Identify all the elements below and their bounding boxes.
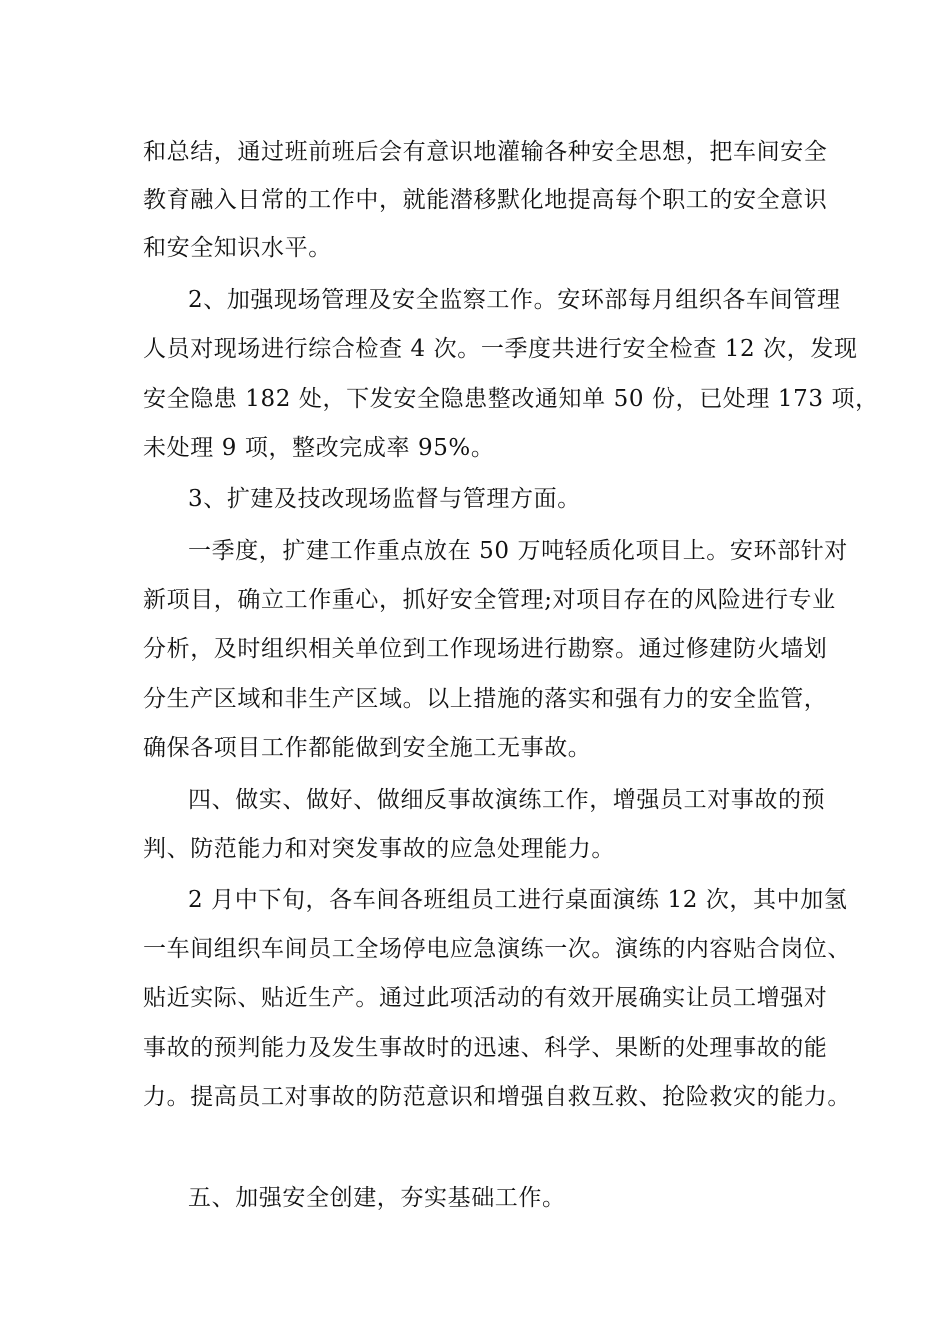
text-line: 一车间组织车间员工全场停电应急演练一次。演练的内容贴合岗位、 [143, 936, 851, 962]
text-line: 一季度，扩建工作重点放在 50 万吨轻质化项目上。安环部针对 [188, 538, 848, 564]
text-line: 安全隐患 182 处，下发安全隐患整改通知单 50 份，已处理 173 项， [143, 386, 879, 412]
text-line: 四、做实、做好、做细反事故演练工作，增强员工对事故的预 [188, 787, 826, 813]
text-line: 和安全知识水平。 [143, 235, 332, 261]
text-line: 确保各项目工作都能做到安全施工无事故。 [143, 735, 592, 761]
text-line: 五、加强安全创建，夯实基础工作。 [188, 1185, 566, 1211]
text-line: 和总结，通过班前班后会有意识地灌输各种安全思想，把车间安全 [143, 139, 828, 165]
text-line: 力。提高员工对事故的防范意识和增强自救互救、抢险救灾的能力。 [143, 1084, 851, 1110]
text-line: 贴近实际、贴近生产。通过此项活动的有效开展确实让员工增强对 [143, 985, 828, 1011]
text-line: 新项目，确立工作重心，抓好安全管理;对项目存在的风险进行专业 [143, 587, 836, 613]
text-line: 分生产区域和非生产区域。以上措施的落实和强有力的安全监管， [143, 686, 828, 712]
text-line: 判、防范能力和对突发事故的应急处理能力。 [143, 836, 615, 862]
text-line: 分析，及时组织相关单位到工作现场进行勘察。通过修建防火墙划 [143, 636, 828, 662]
text-line: 3、扩建及技改现场监督与管理方面。 [188, 486, 581, 512]
text-line: 人员对现场进行综合检查 4 次。一季度共进行安全检查 12 次，发现 [143, 336, 858, 362]
text-line: 2、加强现场管理及安全监察工作。安环部每月组织各车间管理 [188, 287, 841, 313]
text-line: 事故的预判能力及发生事故时的迅速、科学、果断的处理事故的能 [143, 1035, 828, 1061]
text-line: 2 月中下旬，各车间各班组员工进行桌面演练 12 次，其中加氢 [188, 887, 848, 913]
text-line: 教育融入日常的工作中，就能潜移默化地提高每个职工的安全意识 [143, 187, 828, 213]
text-line: 未处理 9 项，整改完成率 95%。 [143, 435, 495, 461]
